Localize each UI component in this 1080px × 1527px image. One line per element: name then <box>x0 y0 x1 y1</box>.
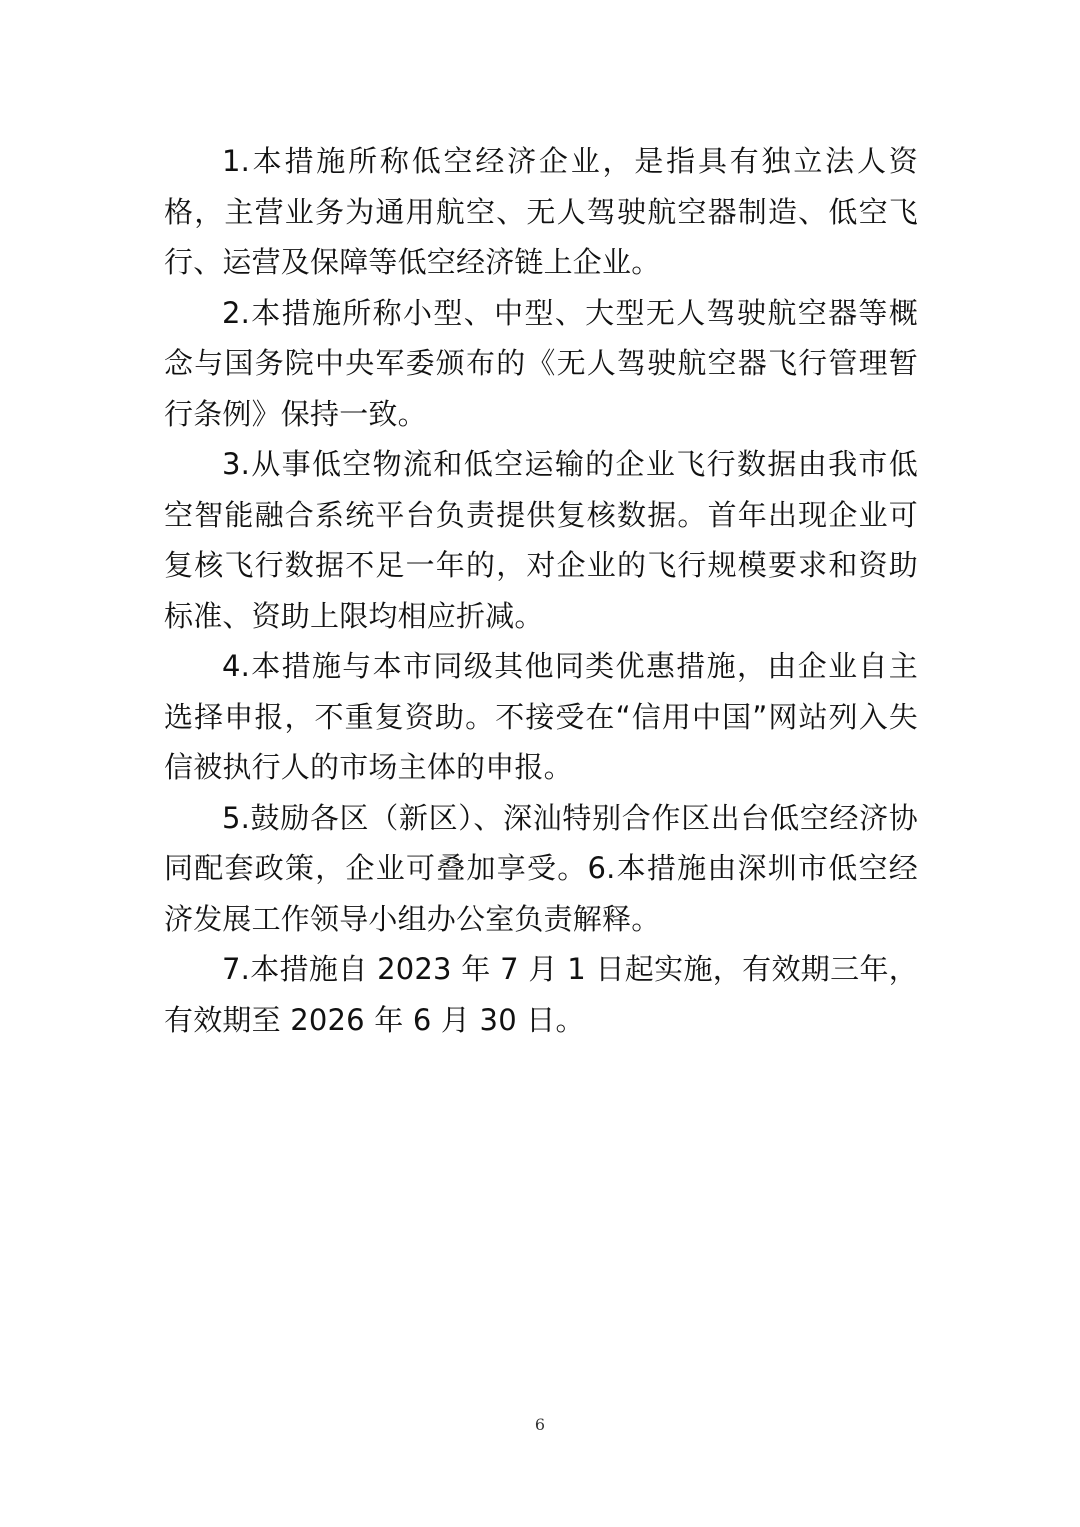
paragraph-1: 1.本措施所称低空经济企业，是指具有独立法人资格，主营业务为通用航空、无人驾驶航空器制造、低空飞行、运营及保障等低空经济链上企业。 <box>164 144 918 279</box>
paragraph-4: 4.本措施与本市同级其他同类优惠措施，由企业自主选择申报，不重复资助。不接受在“信用中国”网站列入失信被执行人的市场主体的申报。 <box>164 649 918 784</box>
paragraph-5: 5.鼓励各区（新区）、深汕特别合作区出台低空经济协同配套政策，企业可叠加享受。6.本措施由深圳市低空经济发展工作领导小组办公室负责解释。 <box>164 800 918 936</box>
paragraph-2: 2.本措施所称小型、中型、大型无人驾驶航空器等概念与国务院中央军委颁布的《无人驾驶航空器飞行管理暂行条例》保持一致。 <box>164 295 918 431</box>
page-number: 6 <box>534 1415 546 1434</box>
paragraph-6: 7.本措施自 2023 年 7 月 1 日起实施，有效期三年，有效期至 2026 年 6 月 30 日。 <box>164 952 918 1037</box>
paragraph-3: 3.从事低空物流和低空运输的企业飞行数据由我市低空智能融合系统平台负责提供复核数据。首年出现企业可复核飞行数据不足一年的，对企业的飞行规模要求和资助标准、资助上限均相应折减。 <box>164 447 918 633</box>
document-body <box>164 136 918 1045</box>
